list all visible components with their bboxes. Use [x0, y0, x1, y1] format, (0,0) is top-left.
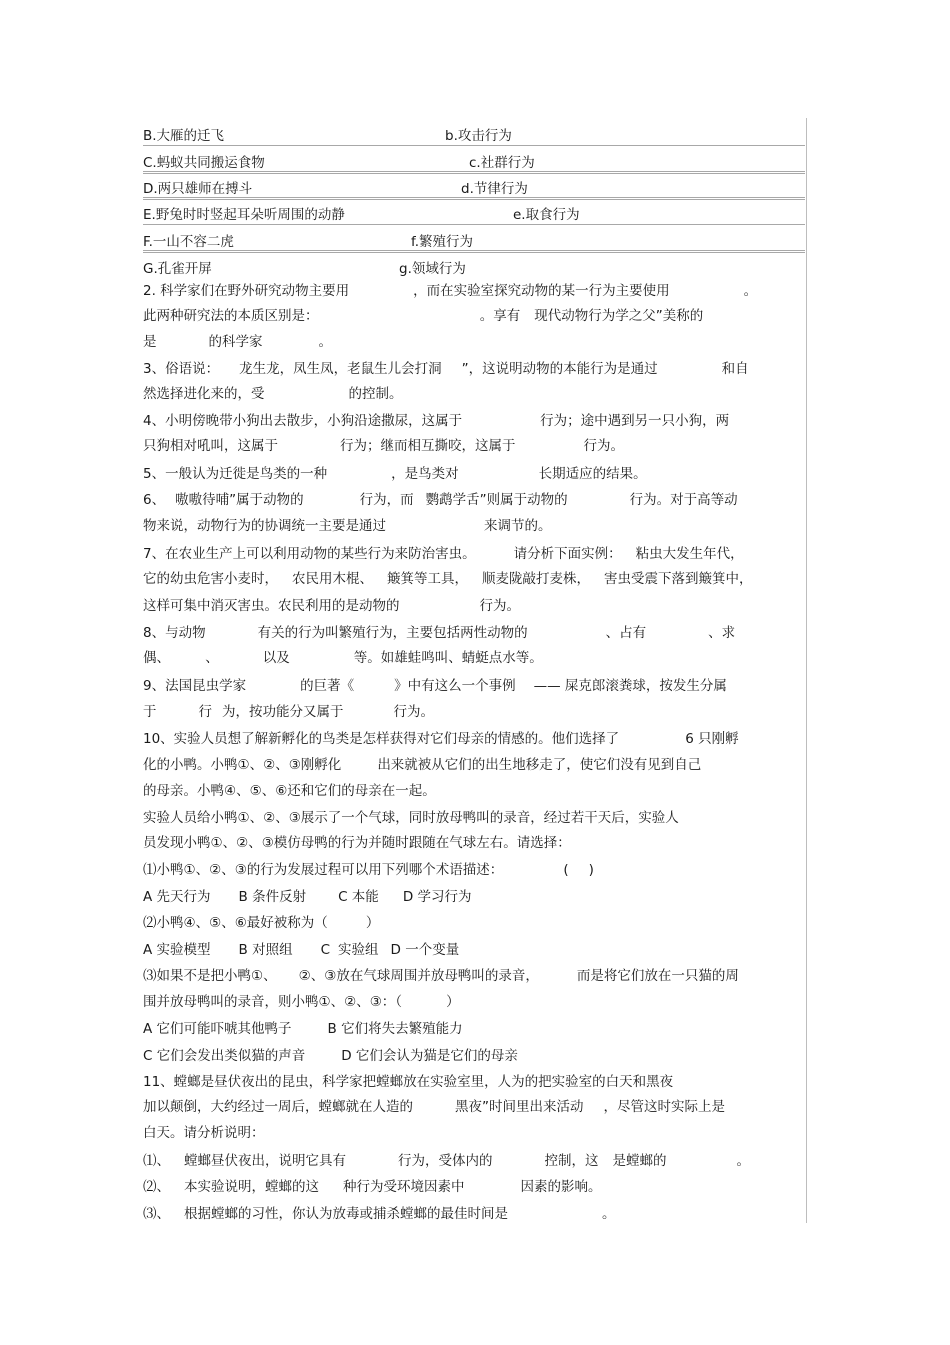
question-10-line: 实验人员给小鸭①、②、③展示了一个气球，同时放母鸭叫的录音，经过若干天后，实验人 — [143, 810, 679, 826]
options-10-2: A 实验模型 B 对照组 C 实验组 D 一个变量 — [143, 942, 460, 958]
question-6-line: 6、 嗷嗷待哺”属于动物的 行为，而 鹦鹉学舌”则属于动物的 行为。对于高等动 — [143, 492, 738, 508]
question-7-line: 它的幼虫危害小麦时， 农民用木棍、 簸箕等工具， 顺麦陇敲打麦株， 害虫受震下落到簸箕中， — [143, 571, 753, 587]
table-row — [143, 253, 805, 278]
question-7-line: 7、在农业生产上可以利用动物的某些行为来防治害虫。 请分析下面实例： 粘虫大发生年代， — [143, 546, 744, 562]
question-11-line: 11、螳螂是昼伏夜出的昆虫，科学家把螳螂放在实验室里，人为的把实验室的白天和黑夜 — [143, 1074, 674, 1090]
question-11-line: 白天。请分析说明： — [143, 1125, 265, 1141]
question-11-1: ⑴、 螳螂昼伏夜出，说明它具有 行为，受体内的 控制，这 是螳螂的 。 — [143, 1153, 750, 1169]
table-row — [143, 120, 805, 145]
behavior-example: C.蚂蚁共同搬运食物 — [143, 155, 265, 171]
behavior-example: F.一山不容二虎 — [143, 234, 234, 250]
question-10-2: ⑵小鸭④、⑤、⑥最好被称为（ ） — [143, 915, 380, 931]
options-10-1: A 先天行为 B 条件反射 C 本能 D 学习行为 — [143, 889, 472, 905]
question-8-line: 偶、 、 以及 等。如雄蛙鸣叫、蜻蜓点水等。 — [143, 650, 543, 666]
question-9-line: 9、法国昆虫学家 的巨著《 》中有这么一个事例 —— 屎克郎滚粪球，按发生分属 — [143, 678, 727, 694]
question-5-line: 5、一般认为迁徙是鸟类的一种 ，是鸟类对 长期适应的结果。 — [143, 466, 647, 482]
question-7-line: 这样可集中消灭害虫。农民利用的是动物的 行为。 — [143, 598, 520, 614]
table-row — [143, 226, 805, 251]
question-10-line: 10、实验人员想了解新孵化的鸟类是怎样获得对它们母亲的情感的。他们选择了 6 只刚孵 — [143, 731, 739, 747]
question-3-line: 3、俗语说： 龙生龙，凤生凤，老鼠生儿会打洞 ”，这说明动物的本能行为是通过 和自 — [143, 361, 749, 377]
behavior-example: G.孔雀开屏 — [143, 261, 212, 277]
question-4-line: 4、小明傍晚带小狗出去散步，小狗沿途撒尿，这属于 行为；途中遇到另一只小狗，两 — [143, 413, 730, 429]
question-11-line: 加以颠倒，大约经过一周后，螳螂就在人造的 黑夜”时间里出来活动 ，尽管这时实际上是 — [143, 1099, 725, 1115]
question-10-1: ⑴小鸭①、②、③的行为发展过程可以用下列哪个术语描述： ( ) — [143, 862, 594, 878]
behavior-example: D.两只雄师在搏斗 — [143, 181, 253, 197]
question-10-3: ⑶如果不是把小鸭①、 ②、③放在气球周围并放母鸭叫的录音， 而是将它们放在一只猫的周 — [143, 968, 739, 984]
question-10-line: 化的小鸭。小鸭①、②、③刚孵化 出来就被从它们的出生地移走了，使它们没有见到自己 — [143, 757, 702, 773]
question-10-line: 的母亲。小鸭④、⑤、⑥还和它们的母亲在一起。 — [143, 783, 436, 799]
table-divider — [143, 224, 805, 225]
behavior-type: e.取食行为 — [513, 207, 580, 223]
table-row — [143, 147, 805, 172]
behavior-type: d.节律行为 — [461, 181, 528, 197]
right-margin-rule — [806, 118, 807, 1223]
question-3-line: 然选择进化来的，受 的控制。 — [143, 386, 403, 402]
table-row — [143, 173, 805, 198]
question-11-2: ⑵、 本实验说明，螳螂的这 种行为受环境因素中 因素的影响。 — [143, 1179, 602, 1195]
question-10-3: 围并放母鸭叫的录音，则小鸭①、②、③：（ ） — [143, 994, 460, 1010]
behavior-example: E.野兔时时竖起耳朵听周围的动静 — [143, 207, 345, 223]
table-divider — [143, 145, 805, 146]
options-10-3: C 它们会发出类似猫的声音 D 它们会认为猫是它们的母亲 — [143, 1048, 518, 1064]
table-row — [143, 199, 805, 224]
question-9-line: 于 行 为，按功能分又属于 行为。 — [143, 704, 434, 720]
behavior-example: B.大雁的迁飞 — [143, 128, 225, 144]
options-10-3: A 它们可能吓唬其他鸭子 B 它们将失去繁殖能力 — [143, 1021, 463, 1037]
question-4-line: 只狗相对吼叫，这属于 行为；继而相互撕咬，这属于 行为。 — [143, 438, 624, 454]
behavior-type: f.繁殖行为 — [411, 234, 474, 250]
question-2-line: 此两种研究法的本质区别是： 。享有 现代动物行为学之父”美称的 — [143, 308, 704, 324]
behavior-type: c.社群行为 — [469, 155, 535, 171]
behavior-type: g.领域行为 — [399, 261, 466, 277]
question-2-line: 是 的科学家 。 — [143, 334, 332, 350]
behavior-type: b.攻击行为 — [445, 128, 512, 144]
question-10-line: 员发现小鸭①、②、③模仿母鸭的行为并随时跟随在气球左右。请选择： — [143, 835, 571, 851]
question-2-line: 2. 科学家们在野外研究动物主要用 ，而在实验室探究动物的某一行为主要使用 。 — [143, 283, 758, 299]
question-11-3: ⑶、 根据螳螂的习性，你认为放毒或捕杀螳螂的最佳时间是 。 — [143, 1206, 616, 1222]
question-8-line: 8、与动物 有关的行为叫繁殖行为，主要包括两性动物的 、占有 、求 — [143, 625, 736, 641]
question-6-line: 物来说，动物行为的协调统一主要是通过 来调节的。 — [143, 518, 552, 534]
